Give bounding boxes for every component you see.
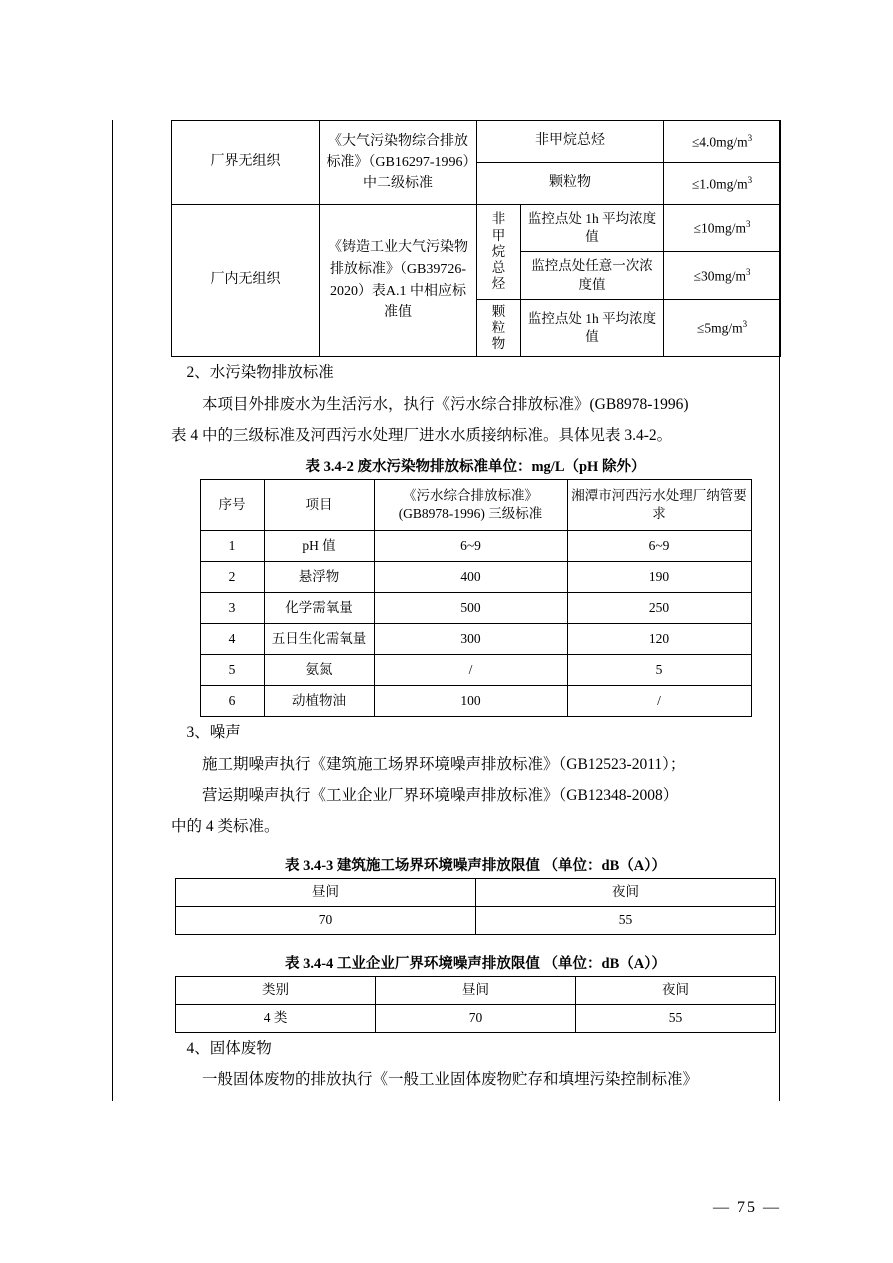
water-r2-c2: 500 <box>374 593 567 624</box>
water-r1-c0: 2 <box>200 562 264 593</box>
water-r0-c3: 6~9 <box>567 531 751 562</box>
water-r3-c1: 五日生化需氧量 <box>264 624 374 655</box>
noise2-col-1: 昼间 <box>376 976 576 1004</box>
table-row <box>200 624 751 655</box>
water-r0-c1: pH 值 <box>264 531 374 562</box>
noise2-value-1: 70 <box>376 1004 576 1032</box>
water-r3-c2: 300 <box>374 624 567 655</box>
water-r0-c0: 1 <box>200 531 264 562</box>
water-table-caption: 表 3.4-2 废水污染物排放标准单位：mg/L（pH 除外） <box>305 459 646 476</box>
air-limit-2-2: $\le 30mg/m^3$ <box>664 252 781 299</box>
table-row <box>200 686 751 717</box>
noise1-col-1: 夜间 <box>476 878 776 906</box>
water-r2-c0: 3 <box>200 593 264 624</box>
water-r5-c0: 6 <box>200 686 264 717</box>
table-row <box>200 562 751 593</box>
table-row <box>200 655 751 686</box>
noise-paragraph-2: 营运期噪声执行《工业企业厂界环境噪声排放标准》（GB12348-2008） <box>202 786 679 804</box>
construction-noise-table <box>175 878 776 935</box>
water-standard-table <box>200 479 752 717</box>
water-col-0: 序号 <box>200 480 264 531</box>
air-pollutant-table-full <box>171 120 781 357</box>
water-paragraph-2: 表 4 中的三级标准及河西污水处理厂进水水质接纳标准。具体见表 3.4-2。 <box>171 427 673 445</box>
air-limit-1-1: $\le 4.0mg/m^3$ <box>664 121 781 163</box>
table-row <box>200 531 751 562</box>
solid-heading: 4、固体废物 <box>186 1039 272 1057</box>
air-standard-2: 《铸造工业大气污染物排放标准》（GB39726-2020）表A.1 中相应标准值 <box>320 205 477 357</box>
document-content-column <box>171 120 780 1101</box>
page-number: — 75 — <box>713 1199 781 1216</box>
noise-paragraph-3: 中的 4 类标准。 <box>171 818 280 836</box>
noise1-col-0: 昼间 <box>176 878 476 906</box>
table-header-row <box>200 480 751 531</box>
water-r1-c1: 悬浮物 <box>264 562 374 593</box>
air-pollutant-1-1: 非甲烷总烃 <box>477 121 664 163</box>
noise-table-1-caption: 表 3.4-3 建筑施工场界环境噪声排放限值 （单位：dB（A）） <box>284 857 667 874</box>
water-r2-c3: 250 <box>567 593 751 624</box>
air-limit-1-2: $\le 1.0mg/m^3$ <box>664 163 781 205</box>
table-header-row <box>176 976 776 1004</box>
table-row <box>172 205 781 252</box>
water-heading: 2、水污染物排放标准 <box>186 364 334 382</box>
air-limit-2-1: $\le 10mg/m^3$ <box>664 205 781 252</box>
industrial-noise-table <box>175 976 776 1033</box>
water-col-2: 《污水综合排放标准》(GB8978-1996) 三级标准 <box>374 480 567 531</box>
water-r4-c1: 氨氮 <box>264 655 374 686</box>
noise2-col-0: 类别 <box>176 976 376 1004</box>
water-paragraph-1: 本项目外排废水为生活污水，执行《污水综合排放标准》(GB8978-1996) <box>202 395 689 413</box>
water-r3-c0: 4 <box>200 624 264 655</box>
water-r5-c3: / <box>567 686 751 717</box>
water-r5-c2: 100 <box>374 686 567 717</box>
solid-paragraph-1: 一般固体废物的排放执行《一般工业固体废物贮存和填埋污染控制标准》 <box>202 1070 699 1088</box>
water-col-3: 湘潭市河西污水处理厂纳管要求 <box>567 480 751 531</box>
water-r4-c3: 5 <box>567 655 751 686</box>
water-r4-c0: 5 <box>200 655 264 686</box>
table-row <box>176 1004 776 1032</box>
air-standard-1: 《大气污染物综合排放标准》（GB16297-1996）中二级标准 <box>320 121 477 205</box>
water-col-1: 项目 <box>264 480 374 531</box>
water-r1-c3: 190 <box>567 562 751 593</box>
water-r4-c2: / <box>374 655 567 686</box>
table-row <box>172 121 781 163</box>
table-header-row <box>176 878 776 906</box>
noise-table-2-caption: 表 3.4-4 工业企业厂界环境噪声排放限值 （单位：dB（A）） <box>284 955 667 972</box>
air-pollutant-1-2: 颗粒物 <box>477 163 664 205</box>
noise-paragraph-1: 施工期噪声执行《建筑施工场界环境噪声排放标准》（GB12523-2011）； <box>202 755 686 773</box>
air-scope-1: 厂界无组织 <box>172 121 320 205</box>
document-frame <box>112 120 780 1101</box>
noise2-value-0: 4 类 <box>176 1004 376 1032</box>
table-row <box>176 906 776 934</box>
table-row <box>200 593 751 624</box>
air-pollutant-2-1: 非甲烷总烃 <box>477 205 521 300</box>
air-condition-2-1: 监控点处 1h 平均浓度值 <box>521 205 664 252</box>
air-condition-2-2: 监控点处任意一次浓度值 <box>521 252 664 299</box>
air-pollutant-2-3: 颗粒物 <box>477 299 521 357</box>
water-r2-c1: 化学需氧量 <box>264 593 374 624</box>
noise2-col-2: 夜间 <box>576 976 776 1004</box>
water-r3-c3: 120 <box>567 624 751 655</box>
noise1-value-1: 55 <box>476 906 776 934</box>
air-limit-2-3: $\le 5mg/m^3$ <box>664 299 781 357</box>
noise-heading: 3、噪声 <box>186 724 241 742</box>
air-condition-2-3: 监控点处 1h 平均浓度值 <box>521 299 664 357</box>
noise2-value-2: 55 <box>576 1004 776 1032</box>
air-scope-2: 厂内无组织 <box>172 205 320 357</box>
water-r1-c2: 400 <box>374 562 567 593</box>
noise1-value-0: 70 <box>176 906 476 934</box>
water-r0-c2: 6~9 <box>374 531 567 562</box>
water-r5-c1: 动植物油 <box>264 686 374 717</box>
